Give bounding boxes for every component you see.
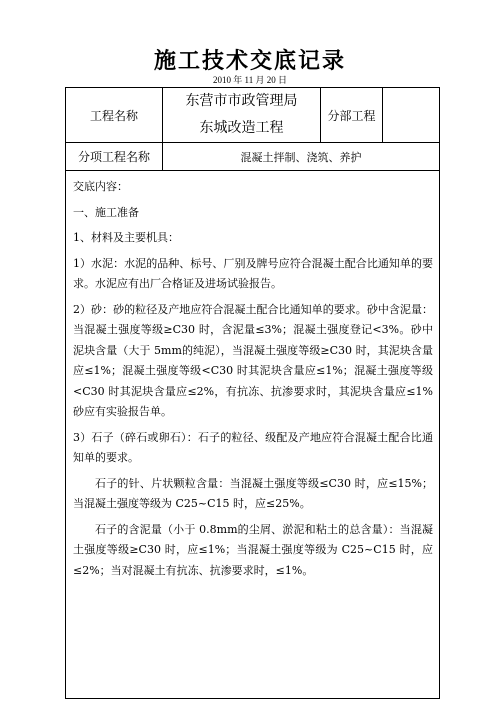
paragraph-cement: 1）水泥：水泥的品种、标号、厂别及牌号应符合混凝土配合比通知单的要求。水泥应有出厂合格证及进场试验报告。	[73, 256, 433, 290]
project-name-line-1: 东营市市政管理局	[185, 93, 298, 109]
record-table	[65, 87, 440, 699]
project-row	[66, 88, 439, 143]
item-name-value: 混凝土拌制、浇筑、养护	[240, 150, 362, 164]
paragraph-sand: 2）砂：砂的粒径及产地应符合混凝土配合比通知单的要求。砂中含泥量：当混凝土强度等级≥C30 时，含泥量≤3%；混凝土强度登记<3%。砂中泥块含量（大于 5mm的纯泥），当混凝土强度等级≥C30 时，其泥块含量应≤1%；混凝土强度等级<C30 时其泥块含量应≤1%；混凝土强度等级<C30 时其泥块含量应≤2%，有抗冻、抗渗要求时，其泥块含量应≤1%砂应有实验报告单。	[73, 302, 433, 418]
item-name-label: 分项工程名称	[66, 143, 163, 170]
sub-project-label: 分部工程	[321, 88, 383, 142]
document-date: 2010 年 11 月 20 日	[213, 75, 287, 85]
subsection-materials: 1、材料及主要机具：	[73, 231, 179, 244]
paragraph-stone: 3）石子（碎石或卵石）：石子的粒径、级配及产地应符合混凝土配合比通知单的要求。	[73, 430, 433, 464]
project-name-line-2: 东城改造工程	[199, 120, 284, 136]
paragraph-stone-mud: 石子的含泥量（小于 0.8mm的尘屑、淤泥和粘土的总含量）：当混凝土强度等级≥C30 时，应≤1%；当混凝土强度等级为 C25~C15 时，应≤2%；当对混凝土有抗冻、抗渗要求时，≤1%。	[73, 522, 433, 577]
section-construction-prep: 一、施工准备	[73, 205, 139, 219]
paragraph-stone-flaky: 石子的针、片状颗粒含量：当混凝土强度等级≤C30 时，应≤15%；当混凝土强度等级为 C25~C15 时，应≤25%。	[73, 476, 433, 510]
project-name-label: 工程名称	[66, 88, 163, 142]
content-heading: 交底内容：	[73, 180, 128, 193]
disclosure-content	[73, 177, 433, 581]
item-row	[66, 143, 439, 171]
sub-project-value	[383, 88, 439, 142]
document-title: 施工技术交底记录	[153, 49, 346, 74]
project-name-value	[163, 88, 321, 142]
